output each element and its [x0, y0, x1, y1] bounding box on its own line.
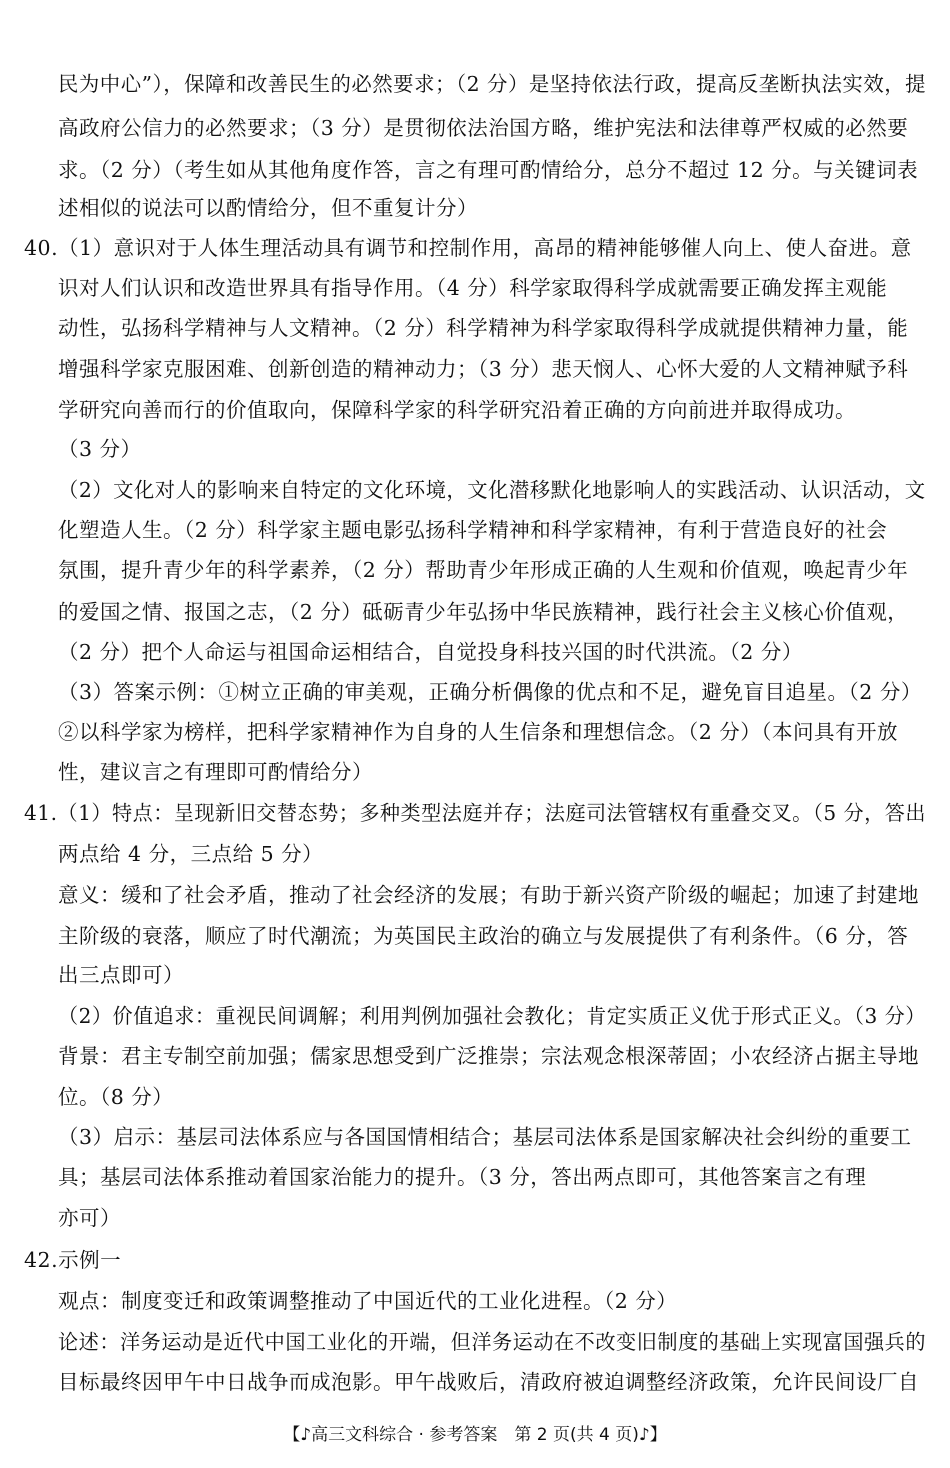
text-line: 识对人们认识和改造世界具有指导作用。（4 分）科学家取得科学成就需要正确发挥主观能: [58, 276, 888, 300]
text-line: 出三点即可）: [58, 963, 184, 987]
text-line: 亦可）: [58, 1206, 121, 1230]
text-line: 学研究向善而行的价值取向，保障科学家的科学研究沿着正确的方向前进并取得成功。: [58, 398, 856, 422]
text-line: 高政府公信力的必然要求；（3 分）是贯彻依法治国方略，维护宪法和法律尊严权威的必然要: [58, 116, 909, 140]
text-line: 化塑造人生。（2 分）科学家主题电影弘扬科学精神和科学家精神，有利于营造良好的社会: [58, 518, 888, 542]
text-line: 主阶级的衰落，顺应了时代潮流；为英国民主政治的确立与发展提供了有利条件。（6 分，答: [58, 924, 909, 948]
text-line: 增强科学家克服困难、创新创造的精神动力；（3 分）悲天悯人、心怀大爱的人文精神赋予科: [58, 357, 909, 381]
page-footer: 【♪高三文科综合 · 参考答案 第 2 页(共 4 页)♪】: [283, 1425, 667, 1445]
text-line: 观点：制度变迁和政策调整推动了中国近代的工业化进程。（2 分）: [58, 1289, 678, 1313]
text-line: （3）答案示例：①树立正确的审美观，正确分析偶像的优点和不足，避免盲目追星。（2 分）: [58, 680, 922, 704]
text-line: （2）文化对人的影响来自特定的文化环境，文化潜移默化地影响人的实践活动、认识活动，文: [58, 478, 926, 502]
question-42-line: 42.示例一: [24, 1248, 122, 1272]
text-line: （3）启示：基层司法体系应与各国国情相结合；基层司法体系是国家解决社会纠纷的重要工: [58, 1125, 912, 1149]
text-line: （2）价值追求：重视民间调解；利用判例加强社会教化；肯定实质正义优于形式正义。（3 分）: [58, 1004, 926, 1028]
question-41-line: 41.（1）特点：呈现新旧交替态势；多种类型法庭并存；法庭司法管辖权有重叠交叉。（5 分，答出: [24, 801, 926, 825]
text-line: 氛围，提升青少年的科学素养，（2 分）帮助青少年形成正确的人生观和价值观，唤起青少年: [58, 558, 909, 582]
text-line: 意义：缓和了社会矛盾，推动了社会经济的发展；有助于新兴资产阶级的崛起；加速了封建地: [58, 883, 919, 907]
text-line: 的爱国之情、报国之志，（2 分）砥砺青少年弘扬中华民族精神，践行社会主义核心价值观，: [58, 600, 909, 624]
text-line: 性，建议言之有理即可酌情给分）: [58, 760, 373, 784]
text-line: 民为中心”），保障和改善民生的必然要求；（2 分）是坚持依法行政，提高反垄断执法实效，提: [58, 72, 927, 96]
text-line: 述相似的说法可以酌情给分，但不重复计分）: [58, 196, 478, 220]
text-line: 具；基层司法体系推动着国家治能力的提升。（3 分，答出两点即可，其他答案言之有理: [58, 1165, 867, 1189]
text-line: 动性，弘扬科学精神与人文精神。（2 分）科学精神为科学家取得科学成就提供精神力量，能: [58, 316, 909, 340]
text-line: （2 分）把个人命运与祖国命运相结合，自觉投身科技兴国的时代洪流。（2 分）: [58, 640, 803, 664]
text-line: （3 分）: [58, 437, 142, 461]
text-line: 两点给 4 分，三点给 5 分）: [58, 842, 324, 866]
text-line: 目标最终因甲午中日战争而成泡影。甲午战败后，清政府被迫调整经济政策，允许民间设厂自: [58, 1370, 919, 1394]
text-line: 论述：洋务运动是近代中国工业化的开端，但洋务运动在不改变旧制度的基础上实现富国强兵的: [58, 1330, 926, 1354]
text-line: 求。（2 分）（考生如从其他角度作答，言之有理可酌情给分，总分不超过 12 分。与关键词表: [58, 158, 919, 182]
text-line: ②以科学家为榜样，把科学家精神作为自身的人生信条和理想信念。（2 分）（本问具有开放: [58, 720, 899, 744]
text-line: 位。（8 分）: [58, 1085, 174, 1109]
question-40-line: 40.（1）意识对于人体生理活动具有调节和控制作用，高昂的精神能够催人向上、使人奋进。意: [24, 236, 912, 260]
text-line: 背景：君主专制空前加强；儒家思想受到广泛推崇；宗法观念根深蒂固；小农经济占据主导地: [58, 1044, 919, 1068]
